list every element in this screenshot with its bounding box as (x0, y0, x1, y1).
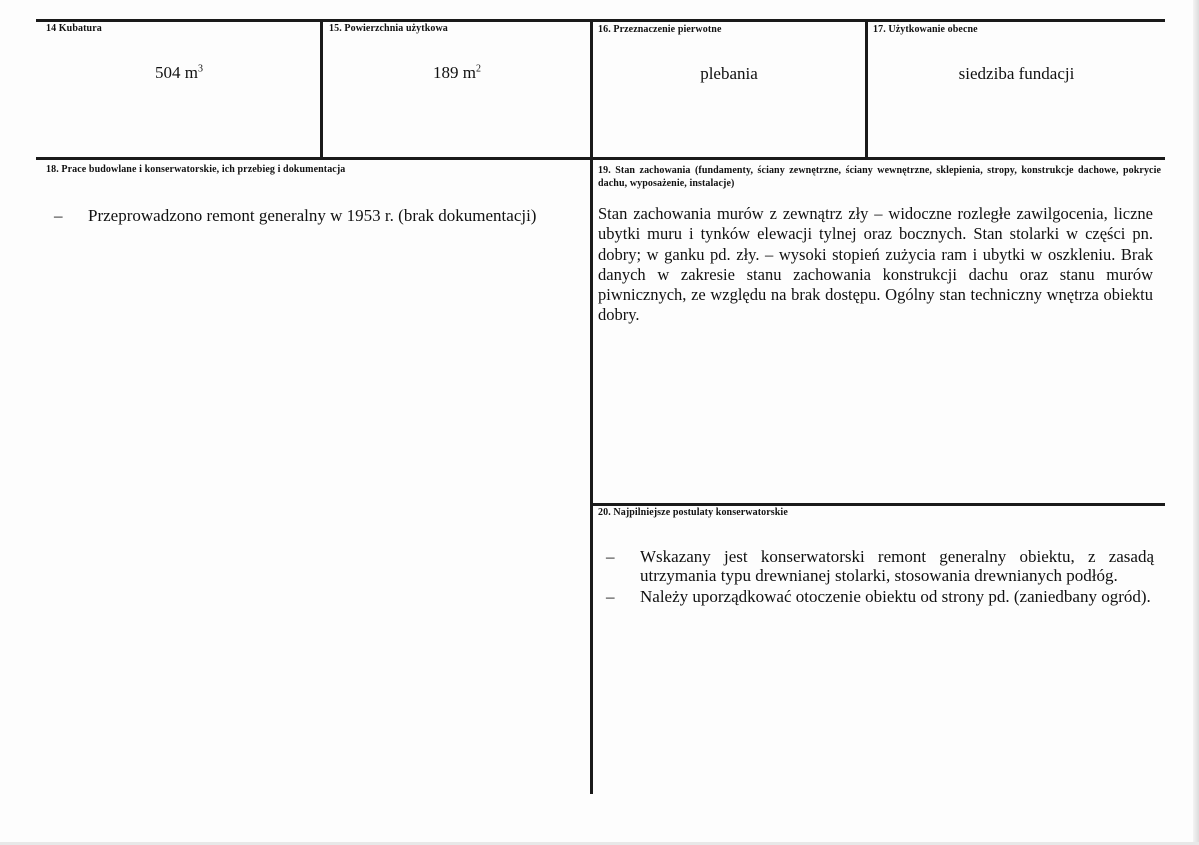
powierzchnia-label: 15. Powierzchnia użytkowa (329, 23, 448, 34)
list-item: – Przeprowadzono remont generalny w 1953 r. (brak dokumentacji) (54, 206, 537, 225)
przeznaczenie-value: plebania (700, 64, 758, 83)
kubatura-label: 14 Kubatura (46, 23, 102, 34)
stan-zachowania-text: Stan zachowania murów z zewnątrz zły – widoczne rozległe zawilgocenia, liczne ubytki muru i tynków elewacji tylnej oraz bocznych. Stan stolarki w części pn. dobry; w ganku pd. zły. – wysoki stopień zużycia ram i ubytki w oszkleniu. Brak danych w zakresie stanu zachowania konstrukcji dachu oraz stanu murów piwnicznych, ze względu na brak dostępu. Ogólny stan techniczny wnętrza obiektu dobry. (598, 204, 1153, 325)
bullet-dash: – (606, 587, 615, 606)
col2-divider (590, 19, 593, 794)
bullet-dash: – (54, 206, 63, 225)
col1-divider (320, 19, 323, 160)
top-border-line (36, 19, 1165, 22)
prace-budowlane-label: 18. Prace budowlane i konserwatorskie, ich przebieg i dokumentacja (46, 164, 346, 175)
scan-edge-shadow (1193, 0, 1199, 845)
uzytkowanie-value: siedziba fundacji (958, 64, 1075, 83)
col3-divider (865, 19, 868, 160)
przeznaczenie-label: 16. Przeznaczenie pierwotne (598, 24, 722, 35)
section20-top-line (592, 503, 1165, 506)
row1-bottom-line (36, 157, 1165, 160)
list-item: – Należy uporządkować otoczenie obiektu od strony pd. (zaniedbany ogród). (606, 587, 1151, 606)
kubatura-value: 504 $m^3$ (155, 63, 203, 82)
stan-zachowania-label: 19. Stan zachowania (fundamenty, ściany zewnętrzne, ściany wewnętrzne, sklepienia, stropy, konstrukcje dachowe, pokrycie dachu, wyposażenie, instalacje) (598, 165, 1161, 189)
postulaty-list (606, 547, 1154, 608)
powierzchnia-value: 189 $m^2$ (433, 63, 481, 82)
list-item: – Wskazany jest konserwatorski remont generalny obiektu, z zasadą utrzymania typu drewnianej stolarki, stosowania drewnianych podłóg. (606, 547, 1154, 585)
postulaty-label: 20. Najpilniejsze postulaty konserwatorskie (598, 507, 788, 518)
bullet-dash: – (606, 547, 615, 566)
uzytkowanie-label: 17. Użytkowanie obecne (873, 24, 978, 35)
prace-budowlane-list (54, 206, 584, 227)
